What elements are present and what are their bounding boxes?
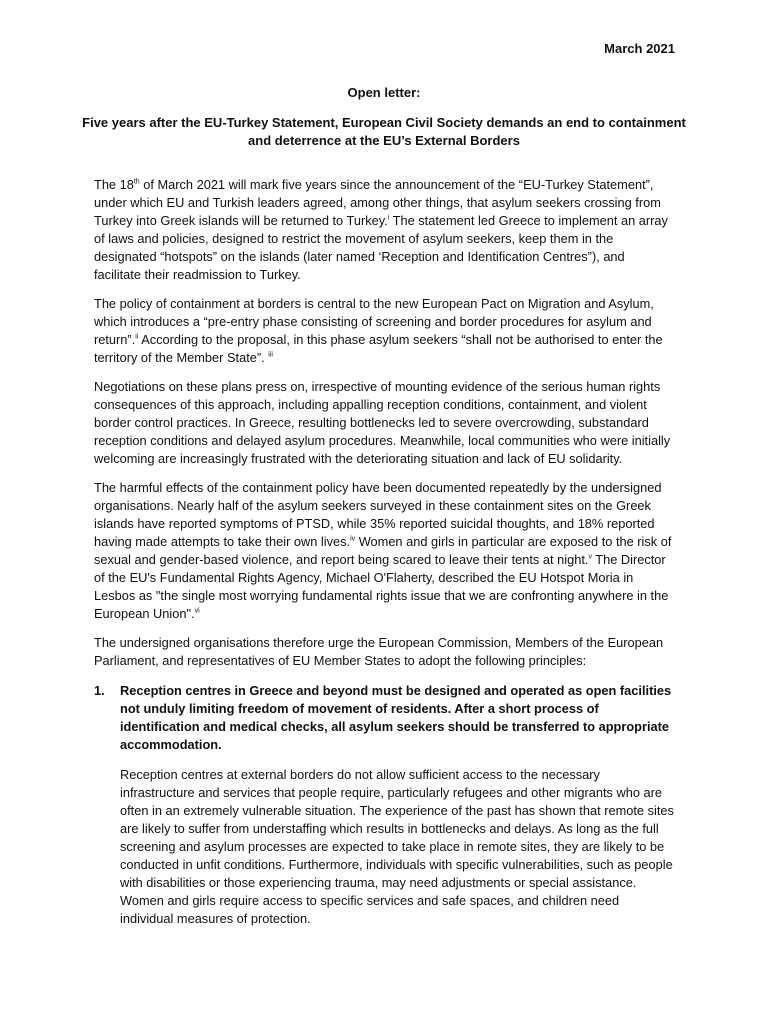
paragraph-2 bbox=[94, 295, 674, 367]
paragraph-4-text: Women and girls in particular are exposed to the risk of sexual and gender-based violence, and report being scared to leave their tents at night. bbox=[94, 534, 672, 567]
paragraph-1 bbox=[94, 176, 674, 284]
endnote-marker[interactable]: ii bbox=[135, 333, 139, 341]
letter-body bbox=[94, 176, 674, 670]
paragraph-1-text: The 18 bbox=[94, 177, 134, 192]
paragraph-2-text: The policy of containment at borders is central to the new European Pact on Migration and Asylum, which introduces a “pre-entry phase consisting of screening and border procedures for asylum and return”. bbox=[94, 296, 654, 347]
paragraph-2-text: According to the proposal, in this phase asylum seekers “shall not be authorised to enter the territory of the Member State”. bbox=[94, 332, 663, 365]
paragraph-4-text: The harmful effects of the containment policy have been documented repeatedly by the undersigned organisations. Nearly half of the asylum seekers surveyed in these containment sites on the Greek islands have reported symptoms of PTSD, while 35% reported suicidal thoughts, and 18% reported having made attempts to take their own lives. bbox=[94, 480, 662, 549]
paragraph-1-text: The statement led Greece to implement an array of laws and policies, designed to restrict the movement of asylum seekers, keep them in the designated “hotspots” on the islands (later named ‘Reception and Identification Centres”), and facilitate their readmission to Turkey. bbox=[94, 213, 668, 282]
paragraph-3: Negotiations on these plans press on, irrespective of mounting evidence of the serious human rights consequences of this approach, including appalling reception conditions, containment, and violent border control practices. In Greece, resulting bottlenecks led to severe overcrowding, substandard reception conditions and delayed asylum procedures. Meanwhile, local communities who were initially welcoming are increasingly frustrated with the deteriorating situation and lack of EU solidarity. bbox=[94, 379, 671, 466]
letter-date: March 2021 bbox=[604, 41, 675, 56]
principle-body: Reception centres at external borders do not allow sufficient access to the necessary infrastructure and services that people require, particularly refugees and other migrants who are often in an extremely vulnerable situation. The experience of the past has shown that remote sites are likely to suffer from understaffing which results in bottlenecks and delays. As long as the full screening and asylum processes are expected to take place in remote sites, they are likely to be conducted in unfit conditions. Furthermore, individuals with specific vulnerabilities, such as people with disabilities or those experiencing trauma, may need adjustments or special assistance. Women and girls require access to specific services and safe spaces, and children need individual measures of protection. bbox=[120, 767, 674, 926]
principle-item bbox=[94, 682, 674, 754]
endnote-marker[interactable]: vi bbox=[194, 607, 200, 615]
paragraph-4-text: The Director of the EU's Fundamental Rights Agency, Michael O'Flaherty, described the EU Hotspot Moria in Lesbos as "the single most worrying fundamental rights issue that we are confronting anywhere in the European Union". bbox=[94, 552, 669, 621]
letter-title: Five years after the EU-Turkey Statement, European Civil Society demands an end to containment and deterrence at the EU’s External Borders bbox=[82, 115, 686, 148]
paragraph-5: The undersigned organisations therefore urge the European Commission, Members of the European Parliament, and representatives of EU Member States to adopt the following principles: bbox=[94, 635, 664, 668]
paragraph-4 bbox=[94, 479, 674, 623]
endnote-marker[interactable]: iii bbox=[268, 351, 273, 359]
ordinal-superscript: th bbox=[133, 178, 140, 186]
endnote-marker[interactable]: v bbox=[588, 553, 592, 561]
letter-label: Open letter: bbox=[347, 85, 421, 100]
principle-number: 1. bbox=[94, 683, 105, 698]
principle-heading: Reception centres in Greece and beyond must be designed and operated as open facilities not unduly limiting freedom of movement of residents. After a short process of identification and medical checks, all asylum seekers should be transferred to appropriate accommodation. bbox=[120, 683, 672, 752]
paragraph-1-text: of March 2021 will mark five years since the announcement of the “EU-Turkey Statement”, under which EU and Turkish leaders agreed, among other things, that asylum seekers crossing from Turkey into Greek islands will be returned to Turkey. bbox=[94, 177, 661, 228]
endnote-marker[interactable]: iv bbox=[350, 535, 356, 543]
endnote-marker[interactable]: i bbox=[387, 214, 390, 222]
